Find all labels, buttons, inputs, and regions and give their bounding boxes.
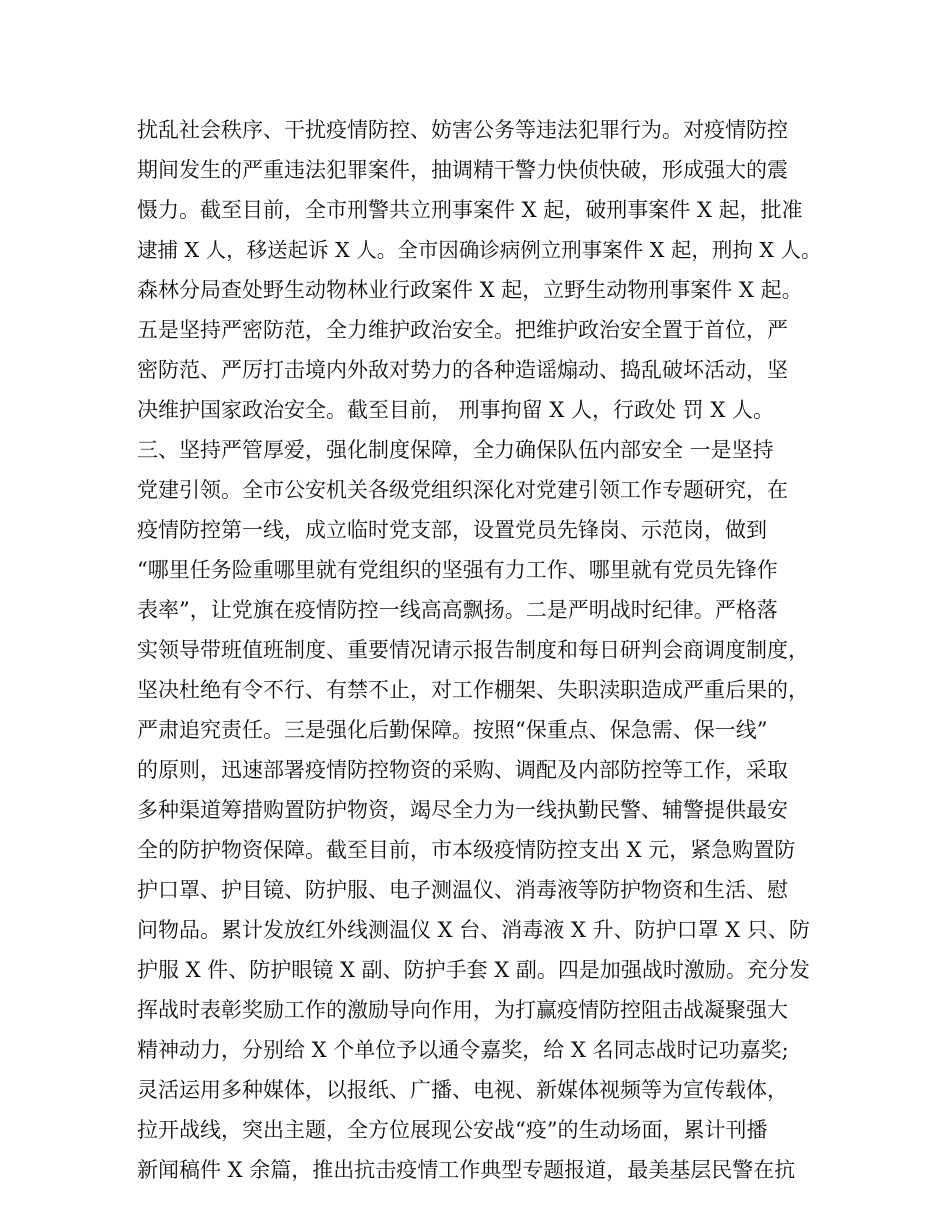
- text-line: 灵活运用多种媒体，以报纸、广播、电视、新媒体视频等为宣传载体，: [137, 1078, 788, 1102]
- text-line: 严肃追究责任。三是强化后勤保障。按照“保重点、保急需、保一线”: [137, 718, 768, 742]
- text-line: 表率”，让党旗在疫情防控一线高高飘扬。二是严明战时纪律。严格落: [137, 598, 778, 622]
- text-line: 期间发生的严重违法犯罪案件，抽调精干警力快侦快破，形成强大的震: [137, 158, 788, 182]
- text-line: 新闻稿件 X 余篇，推出抗击疫情工作典型专题报道，最美基层民警在抗: [137, 1158, 796, 1182]
- text-line: 全的防护物资保障。截至目前，市本级疫情防控支出 X 元，紧急购置防: [137, 838, 796, 862]
- text-line: 拉开战线，突出主题，全方位展现公安战“疫”的生动场面，累计刊播: [137, 1118, 768, 1142]
- text-line: 三、坚持严管厚爱，强化制度保障，全力确保队伍内部安全 一是坚持: [137, 438, 774, 462]
- text-line: 五是坚持严密防范，全力维护政治安全。把维护政治安全置于首位，严: [137, 318, 788, 342]
- text-line: “哪里任务险重哪里就有党组织的坚强有力工作、哪里就有党员先锋作: [137, 558, 778, 582]
- text-line: 疫情防控第一线，成立临时党支部，设置党员先锋岗、示范岗，做到: [137, 518, 767, 542]
- text-line: 慑力。截至目前，全市刑警共立刑事案件 X 起，破刑事案件 X 起，批准: [137, 198, 803, 222]
- text-line: 挥战时表彰奖励工作的激励导向作用，为打赢疫情防控阻击战凝聚强大: [137, 998, 788, 1022]
- text-line: 实领导带班值班制度、重要情况请示报告制度和每日研判会商调度制度，: [137, 638, 809, 662]
- text-line: 的原则，迅速部署疫情防控物资的采购、调配及内部防控等工作，采取: [137, 758, 788, 782]
- body-text: [137, 110, 837, 1190]
- text-line: 护口罩、护目镜、防护服、电子测温仪、消毒液等防护物资和生活、慰: [137, 878, 788, 902]
- text-line: 多种渠道筹措购置防护物资，竭尽全力为一线执勤民警、辅警提供最安: [137, 798, 788, 822]
- text-line: 逮捕 X 人，移送起诉 X 人。全市因确诊病例立刑事案件 X 起，刑拘 X 人。: [137, 238, 822, 262]
- text-line: 精神动力，分别给 X 个单位予以通令嘉奖，给 X 名同志战时记功嘉奖;: [137, 1038, 789, 1062]
- text-line: 党建引领。全市公安机关各级党组织深化对党建引领工作专题研究，在: [137, 478, 788, 502]
- text-line: 护服 X 件、防护眼镜 X 副、防护手套 X 副。四是加强战时激励。充分发: [137, 958, 810, 982]
- text-line: 决维护国家政治安全。截至目前， 刑事拘留 X 人，行政处 罚 X 人。: [137, 398, 774, 422]
- text-line: 森林分局查处野生动物林业行政案件 X 起，立野生动物刑事案件 X 起。: [137, 278, 803, 302]
- text-line: 密防范、严厉打击境内外敌对势力的各种造谣煽动、捣乱破坏活动，坚: [137, 358, 788, 382]
- text-line: 坚决杜绝有令不行、有禁不止，对工作棚架、失职渎职造成严重后果的，: [137, 678, 809, 702]
- text-line: 问物品。累计发放红外线测温仪 X 台、消毒液 X 升、防护口罩 X 只、防: [137, 918, 810, 942]
- text-line: 扰乱社会秩序、干扰疫情防控、妨害公务等违法犯罪行为。对疫情防控: [137, 118, 788, 142]
